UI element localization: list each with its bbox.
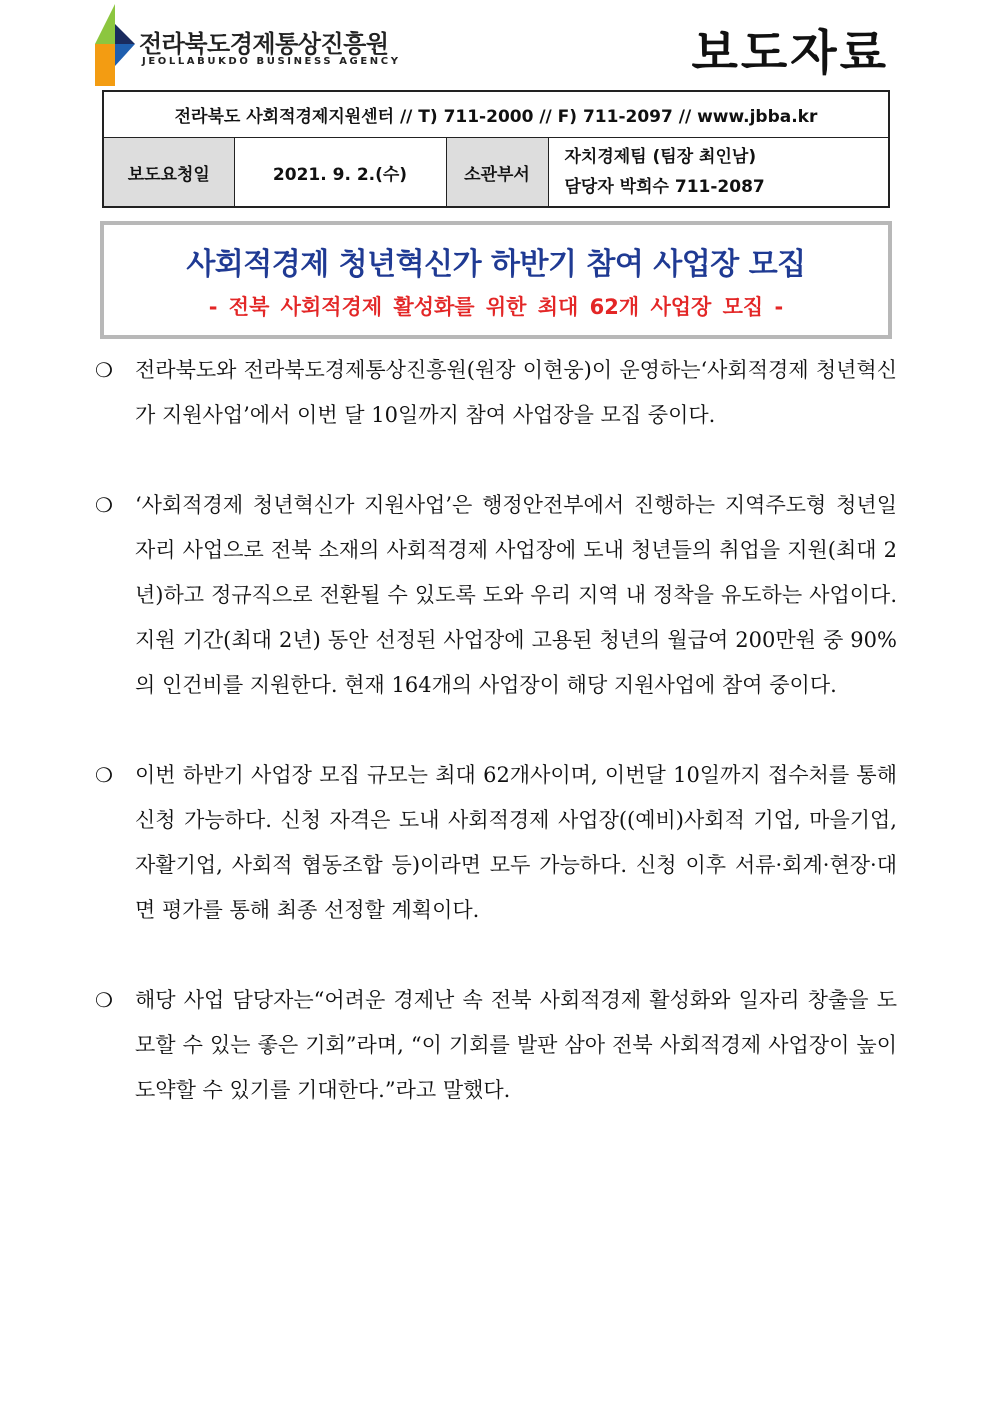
paragraph-1 [95,348,897,438]
sub-title: - 전북 사회적경제 활성화를 위한 최대 62개 사업장 모집 - [208,295,784,319]
paragraph-4 [95,978,897,1113]
circle-bullet-icon: ❍ [95,988,113,1012]
circle-bullet-icon: ❍ [95,763,113,787]
document-header [95,0,895,92]
dept-label: 소관부서 [446,138,548,208]
org-name-korean: 전라북도경제통상진흥원 [139,30,389,58]
circle-bullet-icon: ❍ [95,358,113,382]
press-release-title: 보도자료 [691,25,889,81]
article-body [95,348,897,1158]
paragraph-text: ‘사회적경제 청년혁신가 지원사업’은 행정안전부에서 진행하는 지역주도형 청년일자리 사업으로 전북 소재의 사회적경제 사업장에 도내 청년들의 취업을 지원(최대 2년)하고 정규직으로 전환될 수 있도록 도와 우리 지역 내 정착을 유도하는 사업이다. 지원 기간(최대 2년) 동안 선정된 사업장에 고용된 청년의 월급여 200만원 중 90%의 인건비를 지원한다. 현재 164개의 사업장이 해당 지원사업에 참여 중이다. [135,493,897,697]
dept-contact: 담당자 박희수 711-2087 [564,177,765,197]
info-table [102,90,890,208]
agency-logo-icon [95,4,135,86]
paragraph-text: 이번 하반기 사업장 모집 규모는 최대 62개사이며, 이번달 10일까지 접수처를 통해 신청 가능하다. 신청 자격은 도내 사회적경제 사업장((예비)사회적 기업, 마을기업, 자활기업, 사회적 협동조합 등)이라면 모두 가능하다. 신청 이후 서류·회계·현장·대면 평가를 통해 최종 선정할 계획이다. [135,763,897,922]
dept-info [548,138,889,208]
request-date: 2021. 9. 2.(수) [234,138,446,208]
paragraph-3 [95,753,897,933]
paragraph-text: 해당 사업 담당자는“어려운 경제난 속 전북 사회적경제 활성화와 일자리 창출을 도모할 수 있는 좋은 기회”라며, “이 기회를 발판 삼아 전북 사회적경제 사업장이 높이 도약할 수 있기를 기대한다.”라고 말했다. [135,988,897,1102]
main-title: 사회적경제 청년혁신가 하반기 참여 사업장 모집 [186,247,806,282]
request-date-label: 보도요청일 [103,138,234,208]
paragraph-text: 전라북도와 전라북도경제통상진흥원(원장 이현웅)이 운영하는‘사회적경제 청년혁신가 지원사업’에서 이번 달 10일까지 참여 사업장을 모집 중이다. [135,358,897,427]
contact-line: 전라북도 사회적경제지원센터 // T) 711-2000 // F) 711-2097 // www.jbba.kr [103,91,889,138]
headline-box [100,221,892,339]
paragraph-2 [95,483,897,708]
circle-bullet-icon: ❍ [95,493,113,517]
dept-team: 자치경제팀 (팀장 최인남) [564,147,757,167]
org-name-english: JEOLLABUKDO BUSINESS AGENCY [142,56,401,67]
